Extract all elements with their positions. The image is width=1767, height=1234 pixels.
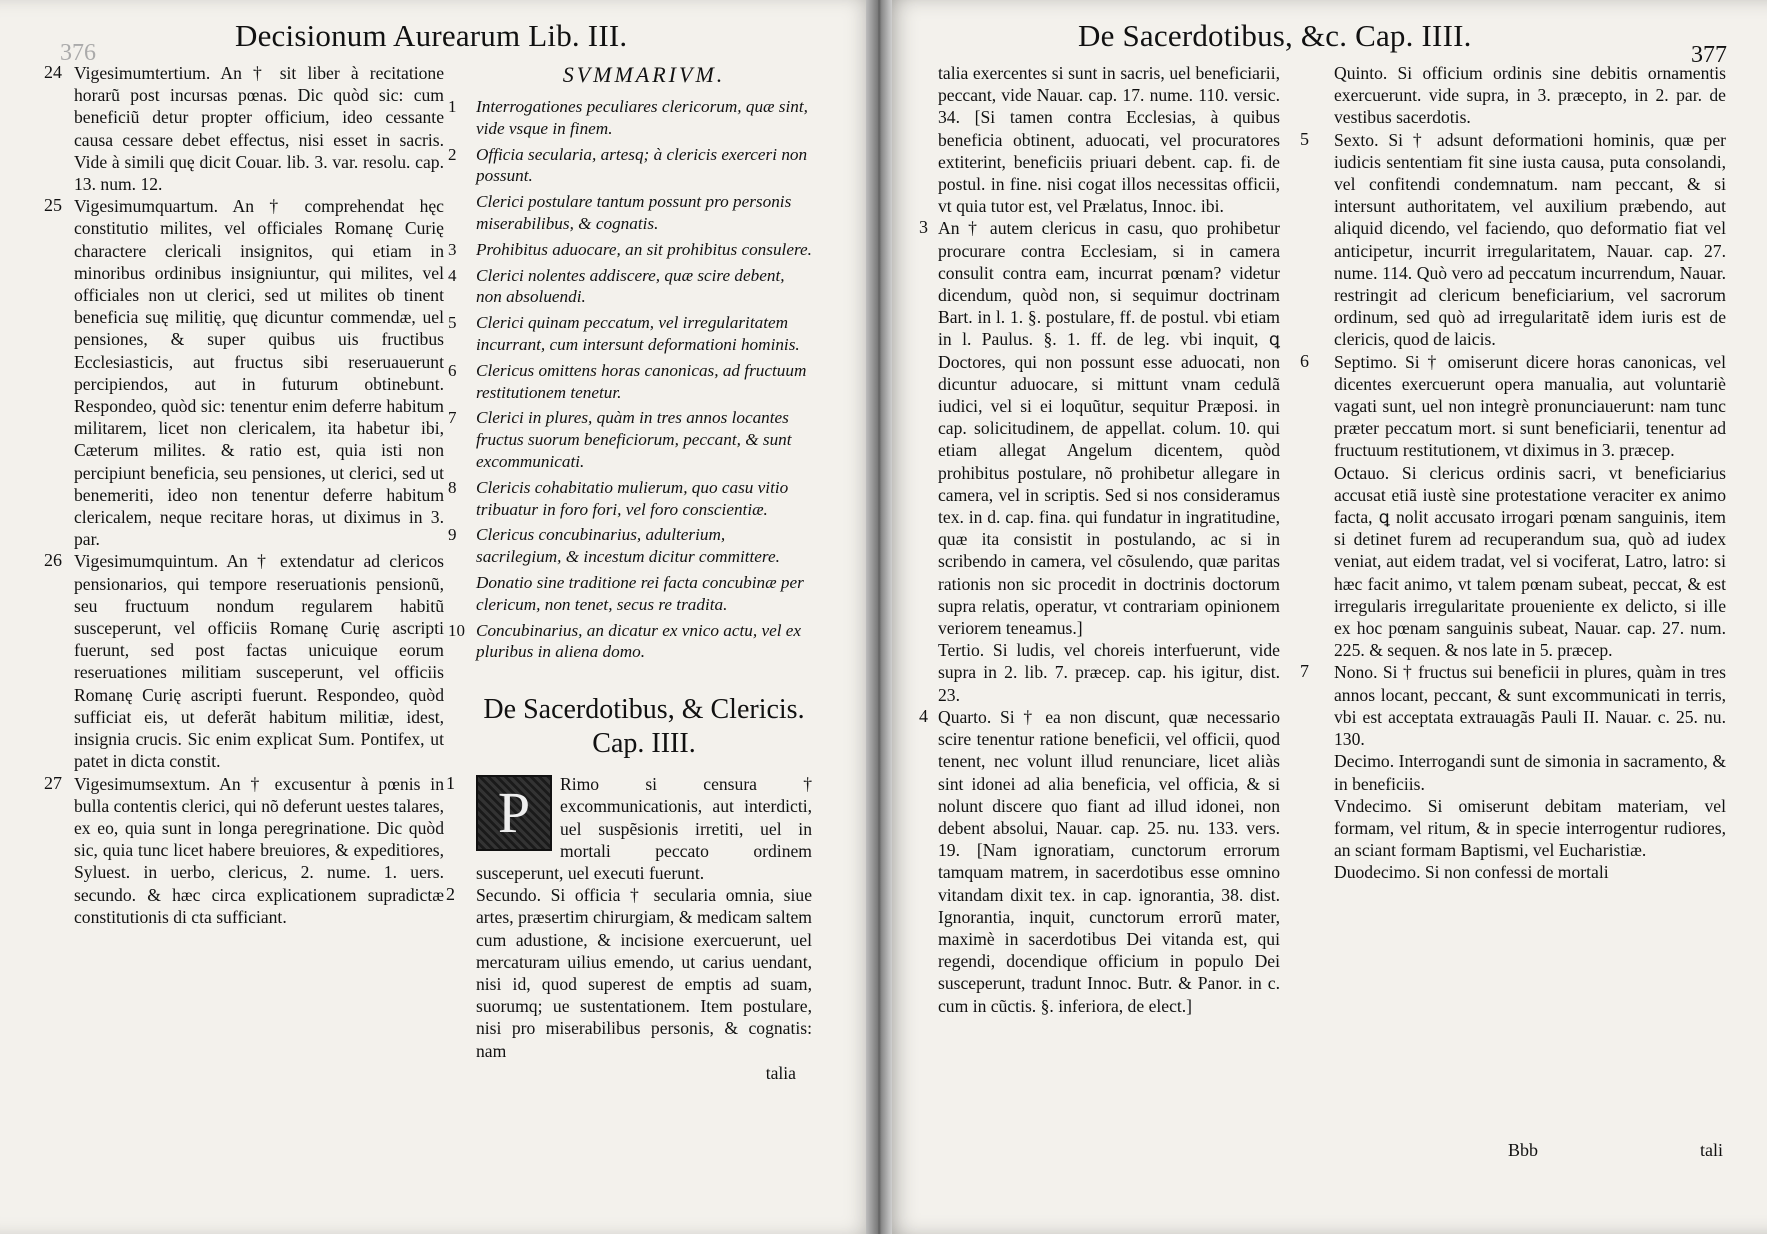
right-page: [878, 0, 1767, 1234]
chapter-heading: [476, 693, 812, 761]
catchword-right: tali: [1700, 1140, 1723, 1160]
summary-item: [448, 477, 812, 521]
paragraph: [44, 195, 444, 550]
paragraph: [44, 550, 444, 772]
summary-item: [448, 96, 812, 140]
paragraph-number: 7: [1300, 661, 1309, 682]
summary-item-text: Clerici nolentes addiscere, quæ scire debent, non absoluendi.: [476, 265, 785, 307]
summary-item-number: 7: [448, 408, 457, 428]
summary-item: [448, 144, 812, 188]
paragraph: [938, 639, 1280, 706]
paragraph-number: 4: [919, 705, 928, 726]
paragraph: [1334, 750, 1726, 794]
summary-item-text: Clerici postulare tantum possunt pro personis miserabilibus, & cognatis.: [476, 192, 792, 233]
paragraph-text: Vndecimo. Si omiserunt debitam materiam, vel formam, vel ritum, & in specie interrogentur rudiores, an sciant formam Baptismi, vel Eucharistiæ.: [1334, 795, 1726, 861]
paragraph-text: An † autem clericus in casu, quo prohibetur procurare contra Ecclesiam, si in camera consulit contra eam, incurrat pœnam? videtur dicendum, quòd non, si sequimur doctrinam Bart. in l. 1. §. postulare, ff. de postul. vbi etiam in l. Paulus. §. 1. ff. de leg. vbi inquit, ꝗ Doctores, qui non possunt esse aduocati, non dicuntur aduocare, si mittunt vnam cedulã iudici, vel si ei loquũtur, sequitur Præposi. in cap. solicitudinem, de appellat. colum. 10. qui etiam allegat Angelum dicentem, quòd prohibitus postulare, nõ prohibetur allegare in camera, vel in scriptis. Sed si nos consideramus tex. in d. cap. fina. qui fundatur in ingratitudine, quæ ita consistit in postulando, ac si in scribendo in camera, vel cõsulendo, quæ paritas rationis non sic procedit in doctrinis doctorum supra relatis, operatur, vt contrariam opinionem veriorem teneamus.]: [938, 218, 1280, 639]
paragraph: [938, 62, 1280, 217]
paragraph-text: Septimo. Si † omiserunt dicere horas canonicas, vel dicentes exercuerunt opera manualia, aut voluntariè vagati sunt, uel non integrè pronunciauerunt: nam tunc præter peccatum mort. si sunt beneficiarii, tenentur ad fructuum restitutionem, vt diximus in 3. præcep.: [1334, 351, 1726, 461]
folio-right: 377: [1691, 42, 1727, 68]
summary-item-number: 4: [448, 265, 457, 285]
paragraph: [919, 217, 1280, 639]
summary-item-number: 8: [448, 477, 457, 497]
paragraph: [1300, 661, 1726, 750]
summary-item: [448, 360, 812, 404]
paragraph: [44, 772, 444, 928]
paragraph-number: 25: [44, 195, 62, 216]
catchword-left: talia: [765, 1062, 796, 1083]
summary-item-number: 5: [448, 313, 457, 333]
summary-item-number: 2: [448, 144, 457, 164]
paragraph-number: 24: [44, 62, 62, 82]
chapter-body: [446, 773, 812, 1062]
summary-title: SVMMARIVM.: [562, 62, 726, 87]
paragraph-text: Duodecimo. Si non confessi de mortali: [1334, 862, 1609, 883]
summary-item-number: 6: [448, 360, 457, 380]
summary-item-text: Clericus concubinarius, adulterium, sacrilegium, & incestum dicitur committere.: [476, 525, 780, 567]
paragraph: [1334, 795, 1726, 862]
paragraph: [446, 884, 812, 1062]
chapter-number: Cap. IIII.: [592, 728, 696, 760]
paragraph-text: Nono. Si † fructus sui beneficii in plures, quàm in tres annos locant, peccant, & sunt excommunicati in terris, vbi est acceptata extrauagãs Pauli II. Nauar. c. 25. nu. 130.: [1334, 662, 1726, 750]
paragraph-text: Secundo. Si officia † secularia omnia, siue artes, præsertim chirurgiam, & medicam saltem cum adustione, & incisione exercuerunt, uel mercaturam uilius emendo, ut carius uendant, nisi id, quod superest de emptis ad suam, suorumq; ue sustentationem. Item postulare, nisi pro miserabilibus personis, & cognatis: nam: [476, 885, 812, 1061]
paragraph-text: Sexto. Si † adsunt deformationi hominis, quæ per iudicis sententiam fit sine iusta causa, puta consolandi, vel confitendi condemnatum. nam peccant, & si intersunt authoritatem, vel auxilium præbendo, aut aliquid dicendo, vel faciendo, quo deformatio fiat vel anticipetur, incurrit irregularitatem, Nauar. cap. 27. nume. 114. Quò vero ad peccatum incurrendum, Nauar. restringit ad clericum beneficiarium, vel sacrorum ordinum, sed quò ad irregularitatẽ idem iuris est de clericis, quod de laicis.: [1334, 129, 1726, 350]
left-page: [0, 0, 878, 1234]
left-column-2: [446, 62, 812, 1084]
paragraph-number: 26: [44, 550, 62, 571]
paragraph-number: 6: [1300, 350, 1309, 371]
summary-item-text: Donatio sine traditione rei facta concubinæ per clericum, non tenet, secus re tradita.: [476, 572, 804, 614]
dropcap-initial: P: [476, 775, 552, 851]
summary-item: [448, 407, 812, 472]
paragraph-text: Quinto. Si officium ordinis sine debitis ornamentis exercuerunt. vide supra, in 3. præcepto, in 2. par. de vestibus sacerdotis.: [1334, 63, 1726, 128]
left-column-1: [44, 62, 444, 928]
summary-item-text: Concubinarius, an dicatur ex vnico actu, vel ex pluribus in aliena domo.: [476, 620, 802, 662]
paragraph-text: Quarto. Si † ea non discunt, quæ necessario scire tenentur ratione beneficii, vel officii, quod tenent, nec volunt illud renunciare, licet aliàs sint idonei ad alia beneficia, vel officia, & si nolunt discere quo fiant ad illud idonei, non debent absolui, Nauar. cap. 25. nu. 133. vers. 19. [Nam ignoratiam, cunctorum errorum tamquam matrem, in sacerdotibus esse omnino vitandam dixit tex. in cap. ignorantia, 38. dist. Ignorantia, inquit, cunctorum errorũ mater, maximè in sacerdotibus Dei vitanda est, qui regendi, docendique officium in populo Dei susceperunt, tradunt Innoc. Butr. & Panor. in c. cum in cũctis. §. inferiora, de elect.]: [938, 706, 1280, 1016]
summary-item-text: Clericis cohabitatio mulierum, quo casu vitio tribuatur in foro fori, vel foro conscientiæ.: [476, 477, 789, 519]
paragraph-number: 27: [44, 772, 62, 793]
paragraph: [1334, 62, 1726, 129]
right-column-2: [1300, 62, 1726, 884]
chapter-title: De Sacerdotibus, & Clericis.: [483, 694, 805, 726]
folio-left: 376: [60, 40, 96, 66]
book-spine: [866, 0, 892, 1234]
summary-item: [476, 572, 812, 616]
paragraph-text: talia exercentes si sunt in sacris, uel beneficiarii, peccant, vide Nauar. cap. 17. nume. 110. versic. 34. [Si tamen contra Ecclesias, à quibus beneficia obtinent, aduocati, vel procuratores extiterint, beneficiis priuari debent. cap. fi. de postul. in fine. nisi cogat illos necessitas officii, vt quia tutor est, vel Prælatus, Innoc. ibi.: [938, 63, 1280, 217]
summary-item-text: Interrogationes peculiares clericorum, quæ sint, vide vsque in finem.: [476, 97, 808, 138]
paragraph-text: Octauo. Si clericus ordinis sacri, vt beneficiarius accusat etiã iustè sine protestatione veraciter ex animo facta, ꝗ nolit accusato irrogari pœnam sanguinis, item si detinet furem ad recuperandum sua, quò ad iudex veniat, aut eidem tradat, vel si vociferat, Latro, latro: si hæc facit animo, vt talem pœnam subeat, peccat, & est irregularis irregularitate proueniente ex delicto, si ille ex hoc pœnam sanguinis subeat, Nauar. cap. 27. num. 225. & sequen. & nos late in 5. præcep.: [1334, 462, 1726, 661]
paragraph: [1300, 128, 1726, 351]
summary-item: [448, 265, 812, 309]
paragraph-text: Vigesimumsextum. An † excusentur à pœnis in bulla contentis clerici, qui nõ deferunt uestes talares, ex eo, quia sunt in longa peregrinatione. Dic quòd sic, quia tunc licet habere breuiores, & expeditiores, Syluest. in uerbo, clericus, 2. nume. 1. uers. secundo. & hæc circa explicationem supradictæ constitutionis di cta sufficiant.: [74, 773, 444, 927]
summary-item-text: Prohibitus aduocare, an sit prohibitus consulere.: [476, 239, 812, 259]
paragraph-number: 1: [446, 773, 455, 794]
summary-item-text: Officia secularia, artesq; à clericis exerceri non possunt.: [476, 144, 808, 186]
summary-item: [448, 312, 812, 356]
paragraph: [446, 773, 812, 884]
summary-item: [448, 620, 812, 664]
paragraph-text: Decimo. Interrogandi sunt de simonia in sacramento, & in beneficiis.: [1334, 751, 1726, 794]
paragraph-text: Rimo si censura † excommunicationis, aut interdicti, uel suspẽsionis irretiti, uel in mortali peccato ordinem susceperunt, uel executi fuerunt.: [476, 774, 812, 883]
summary-item: [476, 191, 812, 235]
summary-item-text: Clerici quinam peccatum, vel irregularitatem incurrant, cum intersunt deformationi hominis.: [476, 313, 800, 354]
paragraph-number: 5: [1300, 128, 1309, 149]
paragraph-number: 3: [919, 217, 928, 238]
summary-item-text: Clericus omittens horas canonicas, ad fructuum restitutionem tenetur.: [476, 360, 807, 402]
summary-item-number: 3: [448, 239, 457, 259]
paragraph-text: Vigesimumquintum. An † extendatur ad clericos pensionarios, qui tempore reseruationis pensionũ, seu fructuum nondum regularem habitũ susceperunt, vel officiis Romanę Curię ascripti fuerunt, sed post factas unicuique eorum reseruationes militiam susceperunt, vel officiis Romanę Curię ascripti fuerunt. Respondeo, quòd sufficiat eis, ut deferãt habitum militiæ, idest, insignia crucis. Sic enim explicat Sum. Pontifex, ut patet in dicta constit.: [74, 551, 444, 772]
running-head-right: De Sacerdotibus, &c. Cap. IIII.: [1078, 18, 1472, 53]
paragraph: [1300, 350, 1726, 462]
paragraph: [919, 705, 1280, 1017]
paragraph-text: Vigesimumquartum. An † comprehendat hęc constitutio milites, vel officiales Romanę Curię charactere clericali insignitos, qui etiam in minoribus ordinibus insigniuntur, qui milites, vel officiales non ut clerici, sed ut milites ob tinent beneficia suę militię, quę dicuntur commendæ, uel pensiones, & super quibus uis fructibus Ecclesiasticis, aut fructus sibi reseruauerunt percipiendos, aut in futurum obtinebunt. Respondeo, quòd sic: tenentur enim deferre habitum militarem, licet non clericalem, ita habetur ibi, Cæterum milites. & ratio est, quia isti non percipiunt beneficia, seu pensiones, ut clerici, sed ut benemeriti, ideo non tenentur deferre habitum clericalem, neque recitare horas, ut diximus in 3. par.: [74, 196, 444, 550]
summary-item-text: Clerici in plures, quàm in tres annos locantes fructus suorum beneficiorum, peccant, & sunt excommunicati.: [476, 408, 792, 471]
summary-item: [448, 239, 812, 261]
paragraph: [1334, 861, 1726, 883]
paragraph: [44, 62, 444, 195]
right-column-1: [919, 62, 1280, 1017]
paragraph-text: Tertio. Si ludis, vel choreis interfuerunt, vide supra in 2. lib. 7. præcep. cap. his igitur, dist. 23.: [938, 640, 1280, 705]
paragraph: [1334, 462, 1726, 662]
summary-item-number: 10: [448, 620, 465, 640]
paragraph-number: 2: [446, 884, 455, 905]
summary-item: [448, 524, 812, 568]
running-head-left: Decisionum Aurearum Lib. III.: [235, 18, 628, 53]
paragraph-text: Vigesimumtertium. An † sit liber à recitatione horarũ post incursas pœnas. Dic quòd sic: cum beneficiũ detur propter officium, ideo cessante causa cessare debet effectus, nisi esset in sacris. Vide à simili quę dicit Couar. lib. 3. var. resolu. cap. 13. num. 12.: [74, 63, 444, 195]
signature-mark: Bbb: [1508, 1140, 1539, 1160]
summary-list: [448, 96, 812, 663]
summary-item-number: 1: [448, 97, 457, 116]
summary-item-number: 9: [448, 525, 457, 545]
